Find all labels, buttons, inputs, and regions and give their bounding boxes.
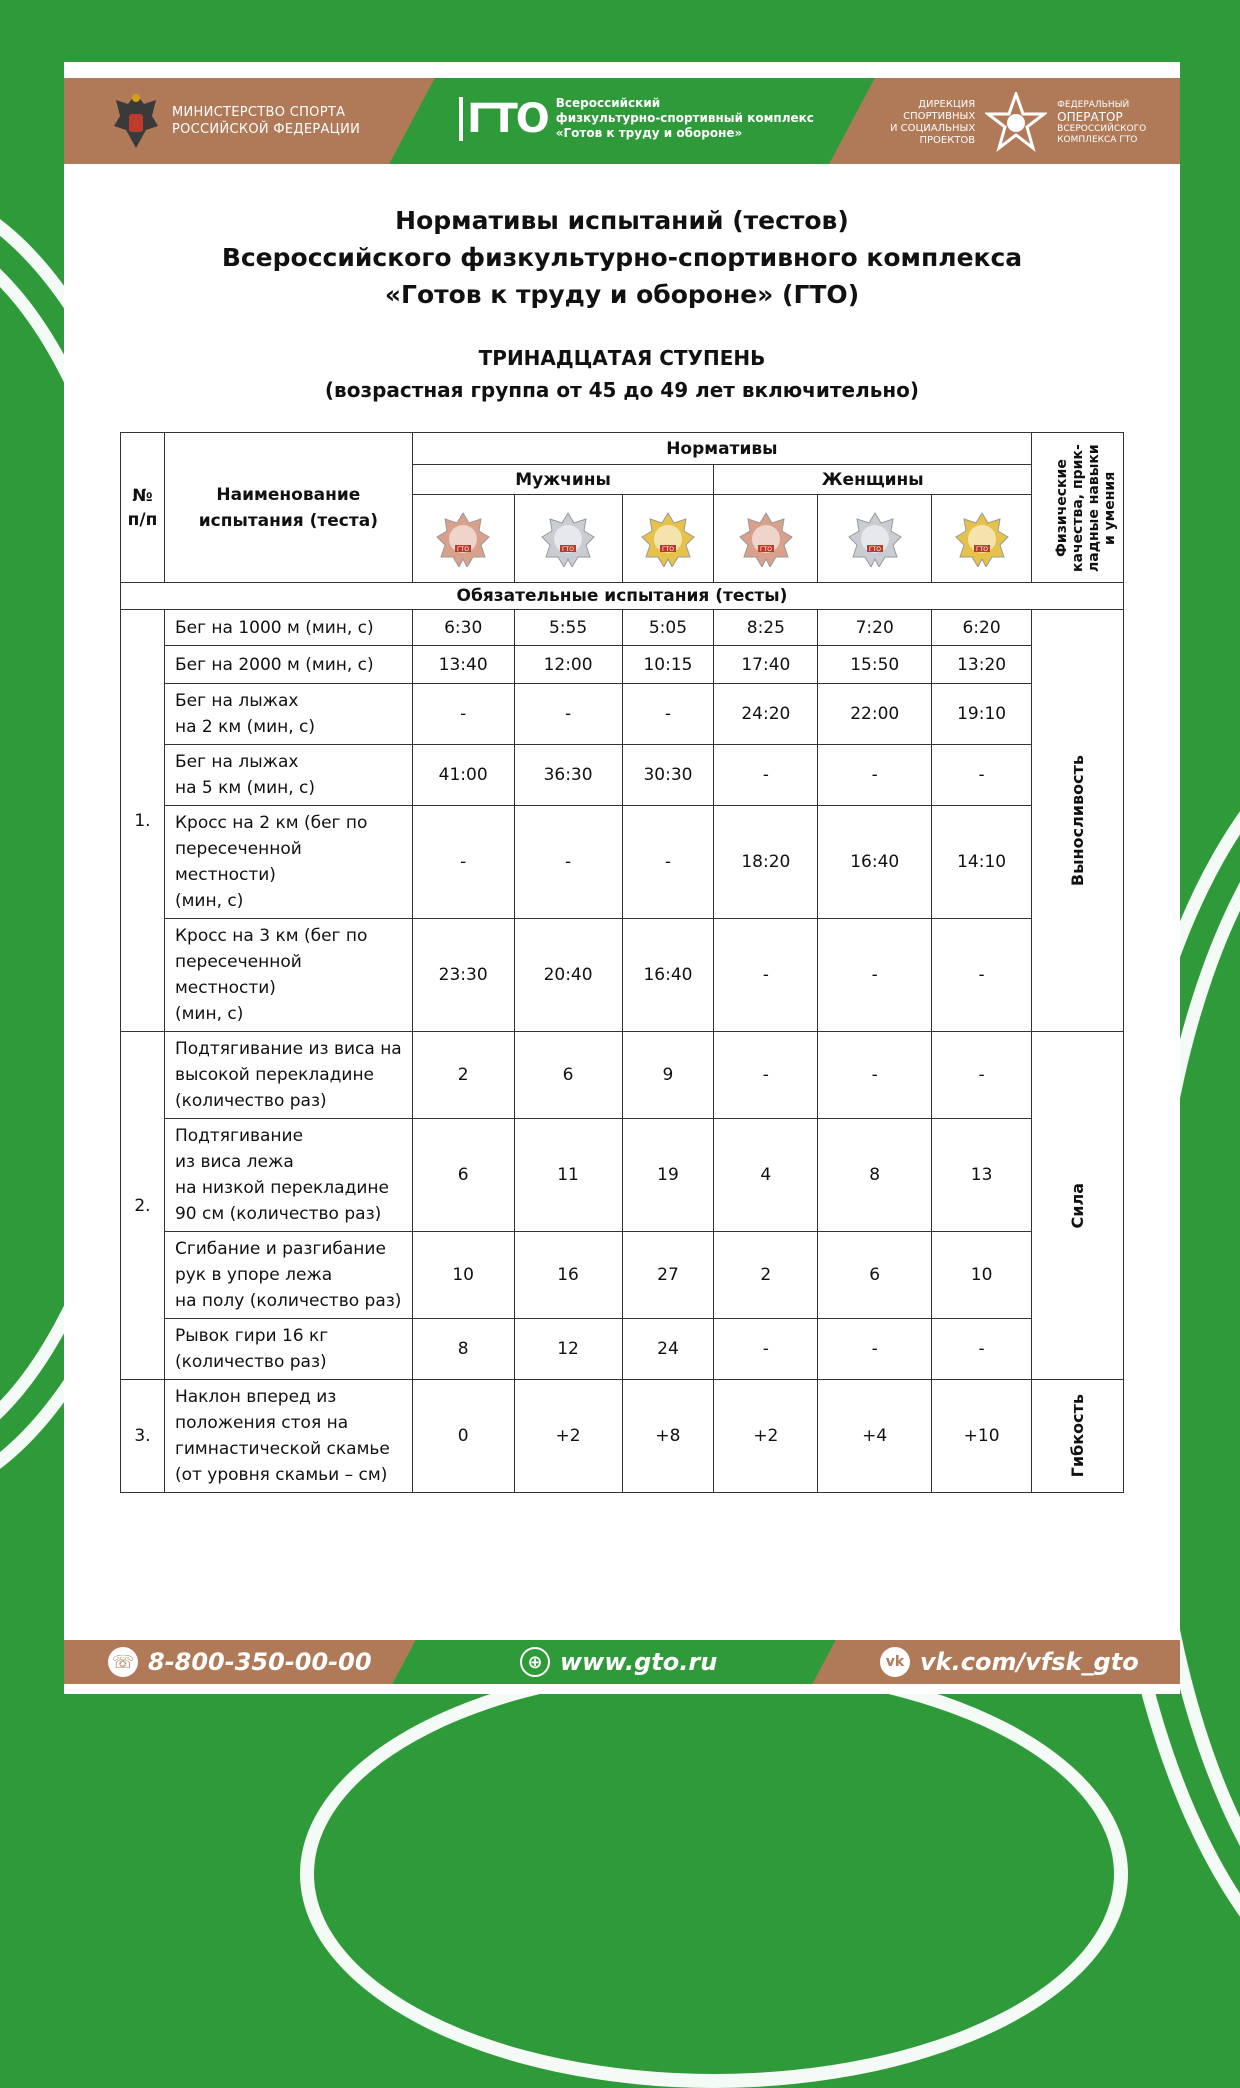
norm-value: 2 — [412, 1032, 514, 1119]
norm-value: 18:20 — [714, 806, 818, 919]
norm-value: +2 — [714, 1380, 818, 1493]
norm-value: 16:40 — [622, 919, 714, 1032]
test-name — [164, 745, 412, 806]
test-name-line: Рывок гири 16 кг — [174, 1326, 329, 1346]
test-name — [164, 1319, 412, 1380]
norm-value: - — [714, 745, 818, 806]
badge-cell — [818, 495, 932, 583]
col-header-norms: Нормативы — [412, 433, 1031, 465]
gto-wordmark: ГТО — [459, 97, 548, 141]
dir-line-1: ДИРЕКЦИЯ — [918, 99, 976, 110]
test-name-line: Бег на лыжах — [174, 691, 299, 711]
table-row — [121, 1119, 1124, 1232]
gto-line-1: Всероссийский — [555, 96, 661, 110]
section-header: Обязательные испытания (тесты) — [121, 583, 1124, 610]
norm-value: 0 — [412, 1380, 514, 1493]
bronze-badge-icon — [738, 511, 794, 567]
phone-number: 8-800-350-00-00 — [148, 1648, 372, 1676]
test-name-line: на 5 км (мин, с) — [174, 778, 316, 798]
op-line-2: ОПЕРАТОР — [1057, 110, 1123, 124]
norm-value: 36:30 — [514, 745, 622, 806]
test-name — [164, 684, 412, 745]
badge-label: ГТО — [975, 545, 988, 553]
title-line-3: «Готов к труду и обороне» (ГТО) — [384, 280, 860, 309]
test-name-line: 90 см (количество раз) — [174, 1204, 382, 1224]
table-row — [121, 1232, 1124, 1319]
test-name-line: на низкой перекладине — [174, 1178, 389, 1198]
table-row — [121, 684, 1124, 745]
badge-label: ГТО — [562, 545, 575, 553]
stage-name: ТРИНАДЦАТАЯ СТУПЕНЬ — [478, 346, 766, 370]
quality-label: Гибкость — [1068, 1394, 1088, 1478]
test-name-line: гимнастической скамье — [174, 1439, 390, 1459]
table-row — [121, 610, 1124, 646]
test-name — [164, 1380, 412, 1493]
gto-line-3: «Готов к труду и обороне» — [555, 126, 743, 140]
coat-of-arms-icon — [110, 90, 162, 152]
norm-value: 16:40 — [818, 806, 932, 919]
norm-value: - — [818, 919, 932, 1032]
norm-value: 5:05 — [622, 610, 714, 646]
gto-logo — [459, 96, 814, 141]
norm-value: 15:50 — [818, 646, 932, 684]
norm-value: 22:00 — [818, 684, 932, 745]
quality-cell — [1032, 610, 1124, 1032]
norm-value: - — [412, 684, 514, 745]
dir-line-4: ПРОЕКТОВ — [919, 135, 976, 146]
table-row — [121, 919, 1124, 1032]
norm-value: 19 — [622, 1119, 714, 1232]
norm-value: - — [932, 919, 1032, 1032]
group-number: 1. — [121, 610, 165, 1032]
badge-label: ГТО — [661, 545, 674, 553]
norms-table — [120, 432, 1124, 1493]
silver-badge-icon — [540, 511, 596, 567]
norm-value: 4 — [714, 1119, 818, 1232]
table-row — [121, 1319, 1124, 1380]
norm-value: - — [818, 1032, 932, 1119]
norm-value: 8 — [412, 1319, 514, 1380]
ministry-logo — [110, 90, 360, 152]
norm-value: 24:20 — [714, 684, 818, 745]
norm-value: 10 — [932, 1232, 1032, 1319]
ministry-line-2: РОССИЙСКОЙ ФЕДЕРАЦИИ — [172, 122, 361, 137]
bronze-badge-icon — [435, 511, 491, 567]
vk-icon: vk — [880, 1647, 910, 1677]
test-name — [164, 806, 412, 919]
table-row — [121, 1032, 1124, 1119]
test-name-line: (мин, с) — [174, 891, 244, 911]
norm-value: - — [714, 1032, 818, 1119]
test-name-line: высокой перекладине — [174, 1065, 375, 1085]
norm-value: 12 — [514, 1319, 622, 1380]
gold-badge-icon — [640, 511, 696, 567]
norm-value: 30:30 — [622, 745, 714, 806]
test-name-line: (количество раз) — [174, 1352, 327, 1372]
gto-line-2: физкультурно-спортивный комплекс — [555, 111, 814, 125]
test-name-line: пересеченной местности) — [174, 952, 302, 998]
header-band — [64, 78, 1180, 164]
badge-cell — [932, 495, 1032, 583]
norm-value: 23:30 — [412, 919, 514, 1032]
norm-value: 9 — [622, 1032, 714, 1119]
quality-label: Сила — [1068, 1182, 1088, 1229]
op-line-4: КОМПЛЕКСА ГТО — [1057, 135, 1138, 145]
norm-value: - — [412, 806, 514, 919]
norm-value: +8 — [622, 1380, 714, 1493]
table-row — [121, 646, 1124, 684]
norm-value: - — [714, 1319, 818, 1380]
badge-cell — [514, 495, 622, 583]
col-header-quality — [1032, 433, 1124, 583]
col-header-men: Мужчины — [412, 465, 714, 495]
norm-value: 8 — [818, 1119, 932, 1232]
test-name-line: на 2 км (мин, с) — [174, 717, 316, 737]
col-header-test-name: Наименование испытания (теста) — [164, 433, 412, 583]
ministry-line-1: МИНИСТЕРСТВО СПОРТА — [172, 105, 346, 120]
norm-value: 10:15 — [622, 646, 714, 684]
norm-value: +2 — [514, 1380, 622, 1493]
document-title — [64, 202, 1180, 313]
badge-label: ГТО — [868, 545, 881, 553]
test-name-line: Подтягивание — [174, 1126, 304, 1146]
col-header-number: № п/п — [121, 433, 165, 583]
test-name-line: Бег на 2000 м (мин, с) — [174, 654, 374, 675]
test-name — [164, 919, 412, 1032]
norm-value: - — [818, 745, 932, 806]
norm-value: +10 — [932, 1380, 1032, 1493]
norm-value: 24 — [622, 1319, 714, 1380]
norm-value: 16 — [514, 1232, 622, 1319]
norm-value: - — [514, 806, 622, 919]
document-page — [64, 62, 1180, 1694]
norm-value: 2 — [714, 1232, 818, 1319]
norm-value: 27 — [622, 1232, 714, 1319]
footer-website[interactable] — [520, 1640, 717, 1684]
norm-value: 13:20 — [932, 646, 1032, 684]
test-name-line: рук в упоре лежа — [174, 1265, 333, 1285]
badge-cell — [412, 495, 514, 583]
test-name — [164, 1032, 412, 1119]
dir-line-3: И СОЦИАЛЬНЫХ — [890, 123, 976, 134]
op-line-3: ВСЕРОССИЙСКОГО — [1057, 124, 1147, 134]
test-name-line: на полу (количество раз) — [174, 1291, 402, 1311]
badge-cell — [714, 495, 818, 583]
col-header-women: Женщины — [714, 465, 1032, 495]
norm-value: - — [714, 919, 818, 1032]
norm-value: 17:40 — [714, 646, 818, 684]
norm-value: 6 — [818, 1232, 932, 1319]
table-row — [121, 806, 1124, 919]
age-group: (возрастная группа от 45 до 49 лет включительно) — [324, 378, 920, 402]
test-name — [164, 610, 412, 646]
footer-band — [64, 1640, 1180, 1684]
norm-value: 14:10 — [932, 806, 1032, 919]
norm-value: 6 — [412, 1119, 514, 1232]
norm-value: - — [622, 806, 714, 919]
table-row — [121, 1380, 1124, 1493]
badge-label: ГТО — [759, 545, 772, 553]
norm-value: 20:40 — [514, 919, 622, 1032]
test-name-line: Бег на 1000 м (мин, с) — [174, 617, 374, 638]
norm-value: 7:20 — [818, 610, 932, 646]
test-name-line: Бег на лыжах — [174, 752, 299, 772]
norm-value: 6:30 — [412, 610, 514, 646]
norm-value: 6:20 — [932, 610, 1032, 646]
test-name-line: положения стоя на — [174, 1413, 349, 1433]
quality-cell — [1032, 1380, 1124, 1493]
norm-value: 13:40 — [412, 646, 514, 684]
norm-value: 41:00 — [412, 745, 514, 806]
norm-value: 11 — [514, 1119, 622, 1232]
norm-value: 6 — [514, 1032, 622, 1119]
norm-value: - — [818, 1319, 932, 1380]
gold-badge-icon — [954, 511, 1010, 567]
test-name-line: Наклон вперед из — [174, 1387, 337, 1407]
norm-value: 19:10 — [932, 684, 1032, 745]
dir-line-2: СПОРТИВНЫХ — [903, 111, 976, 122]
badge-cell — [622, 495, 714, 583]
badge-label: ГТО — [457, 545, 470, 553]
norm-value: +4 — [818, 1380, 932, 1493]
norm-value: - — [932, 745, 1032, 806]
norm-value: - — [932, 1319, 1032, 1380]
norm-value: 12:00 — [514, 646, 622, 684]
test-name — [164, 1232, 412, 1319]
test-name-line: Кросс на 2 км (бег по — [174, 813, 368, 833]
background-stripe — [300, 1660, 1128, 2088]
norm-value: 5:55 — [514, 610, 622, 646]
norm-value: - — [514, 684, 622, 745]
norm-value: - — [932, 1032, 1032, 1119]
norm-value: 10 — [412, 1232, 514, 1319]
quality-cell — [1032, 1032, 1124, 1380]
test-name-line: (от уровня скамьи – см) — [174, 1465, 388, 1485]
quality-header-text: Физические качества, прик-ладные навыки и умения — [1053, 443, 1118, 572]
table-row — [121, 745, 1124, 806]
test-name-line: (мин, с) — [174, 1004, 244, 1024]
directorate-logo — [890, 92, 1146, 154]
test-name-line: Подтягивание из виса на — [174, 1039, 402, 1059]
test-name-line: из виса лежа — [174, 1152, 294, 1172]
norm-value: - — [622, 684, 714, 745]
group-number: 3. — [121, 1380, 165, 1493]
norm-value: 13 — [932, 1119, 1032, 1232]
footer-phone[interactable] — [108, 1640, 372, 1684]
title-line-1: Нормативы испытаний (тестов) — [395, 206, 849, 235]
test-name-line: (количество раз) — [174, 1091, 327, 1111]
test-name-line: пересеченной местности) — [174, 839, 302, 885]
test-name-line: Кросс на 3 км (бег по — [174, 926, 368, 946]
quality-label: Выносливость — [1068, 754, 1088, 887]
title-line-2: Всероссийского физкультурно-спортивного комплекса — [221, 243, 1023, 272]
footer-vk[interactable] — [880, 1640, 1139, 1684]
test-name-line: Сгибание и разгибание — [174, 1239, 386, 1259]
norm-value: 8:25 — [714, 610, 818, 646]
op-line-1: ФЕДЕРАЛЬНЫЙ — [1057, 100, 1130, 110]
group-number: 2. — [121, 1032, 165, 1380]
star-emblem-icon — [985, 92, 1047, 154]
phone-icon: ☏ — [108, 1647, 138, 1677]
website-link: www.gto.ru — [560, 1648, 718, 1676]
vk-link: vk.com/vfsk_gto — [920, 1648, 1139, 1676]
globe-icon: ⊕ — [520, 1647, 550, 1677]
test-name — [164, 1119, 412, 1232]
test-name — [164, 646, 412, 684]
silver-badge-icon — [847, 511, 903, 567]
stage-subtitle — [64, 342, 1180, 406]
